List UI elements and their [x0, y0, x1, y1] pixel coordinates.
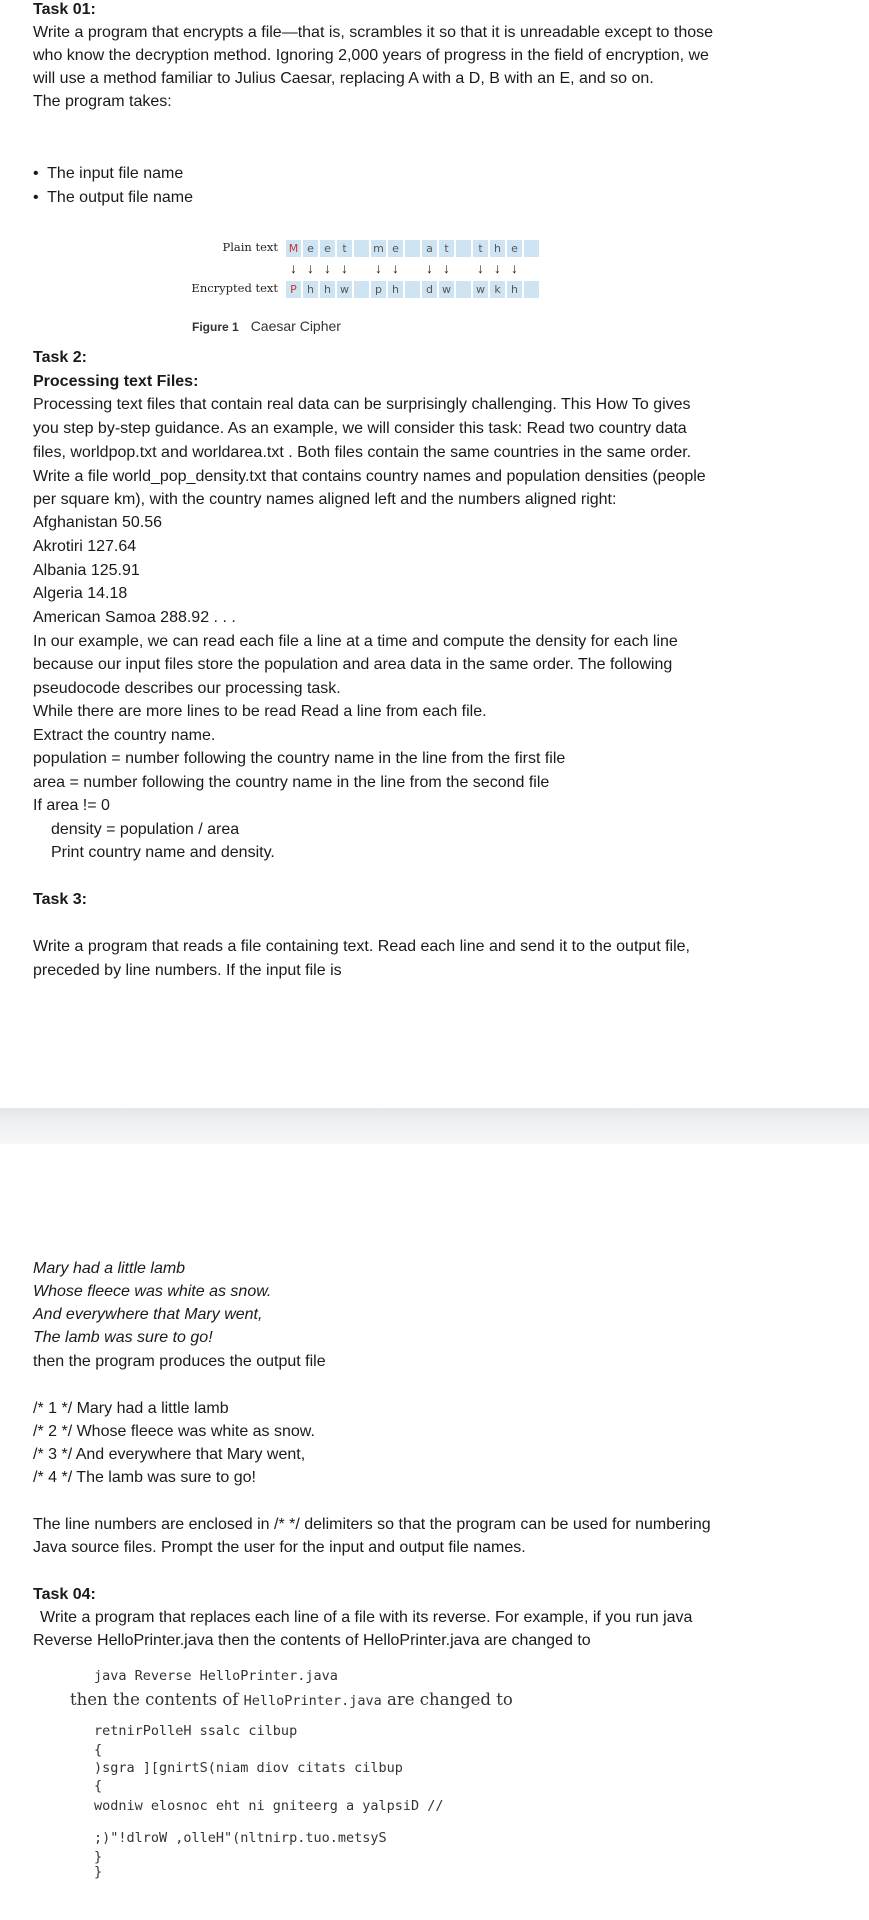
down-arrow-icon: ↓ [494, 260, 501, 276]
encrypted-letter-cell: k [490, 281, 505, 298]
country-line: Albania 125.91 [33, 562, 140, 579]
plain-letter-cell: M [286, 240, 301, 257]
plain-letter-cell [524, 240, 539, 257]
down-arrow-icon: ↓ [307, 260, 314, 276]
code-line: { [94, 1778, 103, 1794]
numbered-line: /* 4 */ The lamb was sure to go! [33, 1469, 256, 1486]
task2-para-line: pseudocode describes our processing task. [33, 680, 341, 697]
down-arrow-icon: ↓ [477, 260, 484, 276]
plain-letter-cell: e [507, 240, 522, 257]
country-line: Akrotiri 127.64 [33, 538, 137, 555]
code-line: { [94, 1742, 103, 1758]
task3-outro-line: Java source files. Prompt the user for the input and output file names. [33, 1539, 526, 1556]
page-separator [0, 1108, 869, 1144]
task3-intro-line: Write a program that reads a file containing text. Read each line and send it to the output file, [33, 938, 690, 955]
down-arrow-icon: ↓ [341, 260, 348, 276]
command-line: java Reverse HelloPrinter.java [94, 1668, 338, 1684]
bullet-item: • The output file name [33, 189, 194, 206]
plain-letter-cell: e [320, 240, 335, 257]
plain-letter-cell: e [303, 240, 318, 257]
down-arrow-icon: ↓ [375, 260, 382, 276]
country-line: American Samoa 288.92 . . . [33, 609, 236, 626]
encrypted-letter-cell: h [507, 281, 522, 298]
plain-letter-cell: a [422, 240, 437, 257]
task2-para-line: Processing text files that contain real data can be surprisingly challenging. This How To gives [33, 396, 691, 413]
pseudocode-line: population = number following the country name in the line from the first file [33, 750, 566, 767]
encrypted-letter-cell [524, 281, 539, 298]
numbered-line: /* 2 */ Whose fleece was white as snow. [33, 1423, 315, 1440]
plain-letter-cell [456, 240, 471, 257]
task3-intro-line: preceded by line numbers. If the input file is [33, 962, 342, 979]
down-arrow-icon: ↓ [426, 260, 433, 276]
task2-para-line: Write a file world_pop_density.txt that contains country names and population densities (people [33, 468, 706, 485]
then-contents-line: then the contents of HelloPrinter.java are changed to [70, 1690, 513, 1709]
numbered-line: /* 1 */ Mary had a little lamb [33, 1400, 229, 1417]
task4-line: Reverse HelloPrinter.java then the contents of HelloPrinter.java are changed to [33, 1632, 591, 1649]
code-line: retnirPolleH ssalc cilbup [94, 1723, 298, 1739]
code-line: wodniw elosnoc eht ni gniteerg a yalpsiD // [94, 1798, 444, 1814]
task3-title: Task 3: [33, 891, 87, 908]
task2-para-line: In our example, we can read each file a line at a time and compute the density for each line [33, 633, 678, 650]
plain-letter-cell: t [337, 240, 352, 257]
bullet-item: • The input file name [33, 165, 184, 182]
plain-letter-cell: h [490, 240, 505, 257]
encrypted-letter-cell [405, 281, 420, 298]
poem-line: Mary had a little lamb [33, 1260, 186, 1277]
plain-letter-cell: m [371, 240, 386, 257]
task2-subtitle: Processing text Files: [33, 373, 199, 390]
pseudocode-line: While there are more lines to be read Read a line from each file. [33, 703, 487, 720]
pseudocode-line: Extract the country name. [33, 727, 216, 744]
task2-para-line: because our input files store the population and area data in the same order. The following [33, 656, 673, 673]
task1-line: will use a method familiar to Julius Caesar, replacing A with a D, B with an E, and so on. [33, 70, 654, 87]
encrypted-letter-cell: h [320, 281, 335, 298]
task1-line: The program takes: [33, 93, 172, 110]
task4-title: Task 04: [33, 1586, 96, 1603]
encrypted-letter-cell: w [439, 281, 454, 298]
encrypted-letter-cell: h [303, 281, 318, 298]
task4-line: Write a program that replaces each line of a file with its reverse. For example, if you run java [40, 1609, 693, 1626]
then-text: then the program produces the output file [33, 1353, 326, 1370]
country-line: Algeria 14.18 [33, 585, 128, 602]
code-line: ;)"!dlroW ,olleH"(nltnirp.tuo.metsyS [94, 1830, 387, 1846]
down-arrow-icon: ↓ [290, 260, 297, 276]
plain-text-label: Plain text [222, 240, 278, 254]
encrypted-letter-cell: d [422, 281, 437, 298]
pseudocode-line: density = population / area [51, 821, 240, 838]
pseudocode-line: Print country name and density. [51, 844, 275, 861]
pseudocode-line: area = number following the country name in the line from the second file [33, 774, 550, 791]
down-arrow-icon: ↓ [324, 260, 331, 276]
plain-letter-cell: e [388, 240, 403, 257]
task2-para-line: you step by-step guidance. As an example, we will consider this task: Read two country data [33, 420, 687, 437]
encrypted-letter-cell: w [337, 281, 352, 298]
task2-para-line: per square km), with the country names aligned left and the numbers aligned right: [33, 491, 617, 508]
plain-letter-cell: t [439, 240, 454, 257]
country-line: Afghanistan 50.56 [33, 514, 162, 531]
figure-caption: Figure 1 Caesar Cipher [192, 318, 341, 334]
poem-line: And everywhere that Mary went, [33, 1306, 263, 1323]
encrypted-text-label: Encrypted text [191, 281, 278, 295]
poem-line: The lamb was sure to go! [33, 1329, 213, 1346]
down-arrow-icon: ↓ [392, 260, 399, 276]
task3-outro-line: The line numbers are enclosed in /* */ delimiters so that the program can be used for numbering [33, 1516, 711, 1533]
down-arrow-icon: ↓ [443, 260, 450, 276]
encrypted-letter-cell: P [286, 281, 301, 298]
encrypted-letter-cell [456, 281, 471, 298]
plain-letter-cell: t [473, 240, 488, 257]
task1-line: Write a program that encrypts a file—that is, scrambles it so that it is unreadable except to those [33, 24, 714, 41]
encrypted-letter-cell [354, 281, 369, 298]
encrypted-letter-cell: h [388, 281, 403, 298]
plain-letter-cell [405, 240, 420, 257]
poem-line: Whose fleece was white as snow. [33, 1283, 272, 1300]
code-line: } [94, 1849, 103, 1865]
encrypted-letter-cell: p [371, 281, 386, 298]
document-page-2 [0, 1144, 869, 1920]
code-line: )sgra ][gnirtS(niam diov citats cilbup [94, 1760, 403, 1776]
pseudocode-line: If area != 0 [33, 797, 110, 814]
task2-para-line: files, worldpop.txt and worldarea.txt . Both files contain the same countries in the same order. [33, 444, 692, 461]
task1-line: who know the decryption method. Ignoring 2,000 years of progress in the field of encryption, we [33, 47, 709, 64]
code-line: } [94, 1864, 103, 1880]
caesar-cipher-figure [188, 236, 618, 340]
plain-letter-cell [354, 240, 369, 257]
down-arrow-icon: ↓ [511, 260, 518, 276]
encrypted-letter-cell: w [473, 281, 488, 298]
numbered-line: /* 3 */ And everywhere that Mary went, [33, 1446, 306, 1463]
task2-title: Task 2: [33, 349, 87, 366]
task1-title: Task 01: [33, 1, 96, 18]
